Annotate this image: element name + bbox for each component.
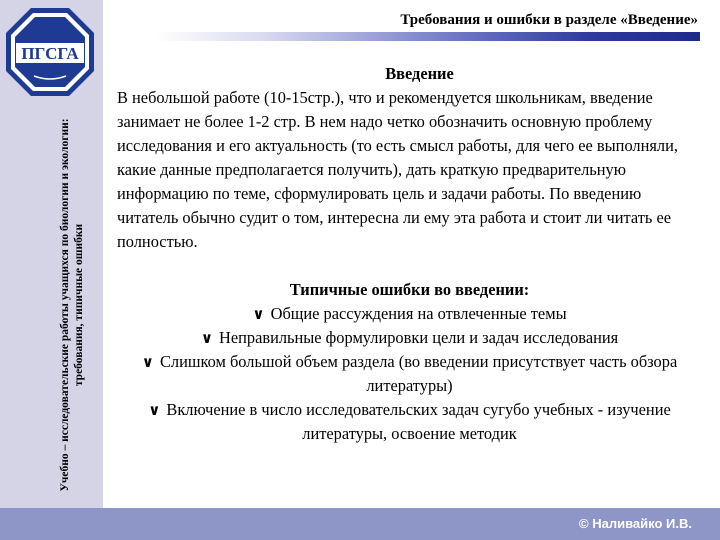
intro-paragraph: В небольшой работе (10-15стр.), что и рекомендуется школьникам, введение занимает не более 1-2 стр. В нем надо четко обозначить основную проблему исследования и его актуальность (то есть смысл работы, для чего ее выполняли, какие данные предполагается получить), дать краткую предварительную информацию по теме, сформулировать цель и задачи работы. По введению читатель обычно судит о том, интересна ли ему эта работа и стоит ли читать ее полностью. [117,88,678,251]
check-bullet-icon: ∨ [252,305,265,323]
error-item-text: Включение в число исследовательских задач сугубо учебных - изучение литературы, освоение методик [166,400,671,443]
errors-heading: Типичные ошибки во введении: [289,280,530,299]
section-heading: Введение [385,64,454,83]
error-item [117,326,702,350]
error-item-text: Слишком большой объем раздела (во введении присутствует часть обзора литературы) [159,352,678,395]
error-item [117,302,702,326]
main-content [117,62,702,446]
check-bullet-icon: ∨ [148,401,161,419]
sidebar-vertical-caption [58,105,86,505]
pgsga-logo [4,6,96,98]
page-title: Требования и ошибки в разделе «Введение» [400,12,698,28]
check-bullet-icon: ∨ [141,353,154,371]
error-item [117,350,702,398]
error-item-text: Общие рассуждения на отвлеченные темы [270,304,567,323]
check-bullet-icon: ∨ [200,329,213,347]
error-item-text: Неправильные формулировки цели и задач исследования [219,328,619,347]
sidebar-caption-line1: Учебно – исследовательские работы учащихся по биологии и экологии: [59,118,71,492]
copyright-text: © Наливайко И.В. [579,516,692,531]
logo-text: ПГСГА [21,44,79,63]
title-gradient-line [155,32,700,41]
error-item [117,398,702,446]
sidebar-caption-line2: требования, типичные ошибки [73,223,85,387]
